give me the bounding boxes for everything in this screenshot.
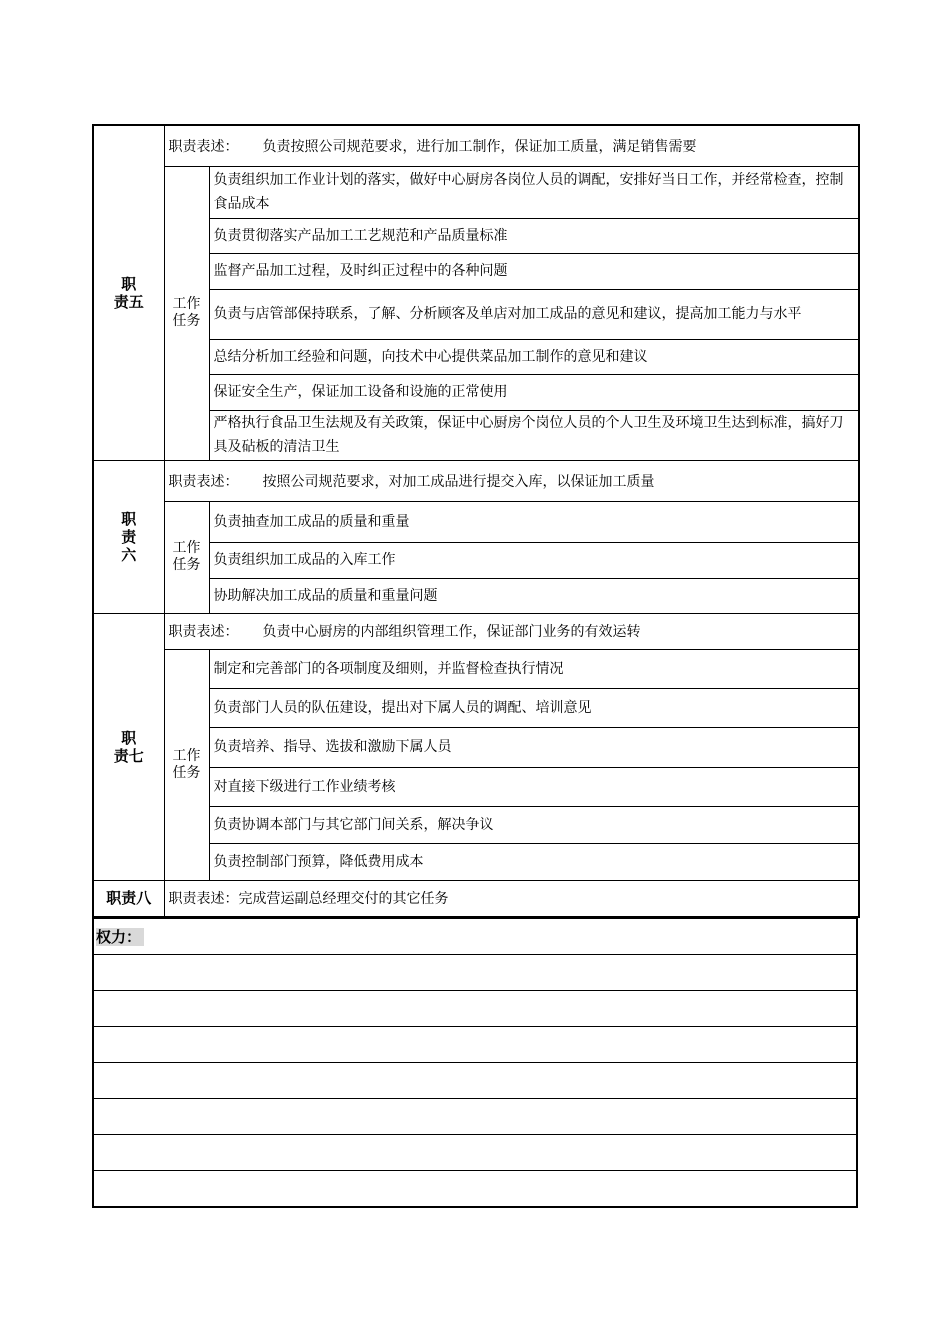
task-item: 制定和完善部门的各项制度及细则，并监督检查执行情况 <box>209 649 859 688</box>
statement-label: 职责表述： <box>168 473 239 490</box>
statement-text: 负责按照公司规范要求，进行加工制作，保证加工质量，满足销售需要 <box>262 138 697 155</box>
task-item: 负责与店管部保持联系，了解、分析顾客及单店对加工成品的意见和建议，提高加工能力与水平 <box>209 289 859 339</box>
power-header-row <box>93 919 857 955</box>
task-item: 负责部门人员的队伍建设，提出对下属人员的调配、培训意见 <box>209 688 859 727</box>
responsibilities-table <box>92 124 860 918</box>
duty-7-task-label: 工作 任务 <box>164 649 209 880</box>
duty-8-label: 职责八 <box>93 880 164 917</box>
task-item: 负责培养、指导、选拔和激励下属人员 <box>209 727 859 767</box>
duty-5-label: 职 责五 <box>93 125 164 460</box>
power-blank-row <box>93 1027 857 1063</box>
power-blank-row <box>93 955 857 991</box>
power-blank-row <box>93 991 857 1027</box>
power-blank-row <box>93 1171 857 1208</box>
task-item: 负责抽查加工成品的质量和重量 <box>209 501 859 542</box>
duty-5-task-label: 工作 任务 <box>164 166 209 460</box>
task-item: 严格执行食品卫生法规及有关政策，保证中心厨房个岗位人员的个人卫生及环境卫生达到标准，搞好刀具及砧板的清洁卫生 <box>209 410 859 460</box>
task-item: 保证安全生产，保证加工设备和设施的正常使用 <box>209 374 859 410</box>
statement-text: 负责中心厨房的内部组织管理工作，保证部门业务的有效运转 <box>262 624 641 640</box>
task-item: 负责控制部门预算，降低费用成本 <box>209 843 859 880</box>
power-table <box>92 918 858 1208</box>
task-item: 负责贯彻落实产品加工工艺规范和产品质量标准 <box>209 218 859 253</box>
power-blank-row <box>93 1063 857 1099</box>
duty-8-statement <box>164 880 859 917</box>
duty-6-statement-row <box>93 460 859 501</box>
task-item: 负责组织加工成品的入库工作 <box>209 542 859 578</box>
duty-5-statement <box>164 125 859 166</box>
statement-text: 完成营运副总经理交付的其它任务 <box>238 891 449 908</box>
power-heading: 权力： <box>93 919 857 955</box>
task-item: 监督产品加工过程，及时纠正过程中的各种问题 <box>209 253 859 289</box>
task-item: 负责组织加工作业计划的落实，做好中心厨房各岗位人员的调配，安排好当日工作，并经常检查，控制食品成本 <box>209 166 859 218</box>
job-description-page <box>92 124 858 1208</box>
duty-6-task-label: 工作 任务 <box>164 501 209 613</box>
duty-7-statement-row <box>93 613 859 649</box>
duty-7-label: 职 责七 <box>93 613 164 880</box>
task-item: 协助解决加工成品的质量和重量问题 <box>209 578 859 613</box>
duty-6-statement <box>164 460 859 501</box>
table-row <box>93 649 859 688</box>
task-item: 总结分析加工经验和问题，向技术中心提供菜品加工制作的意见和建议 <box>209 339 859 374</box>
power-blank-row <box>93 1135 857 1171</box>
duty-8-row <box>93 880 859 917</box>
statement-label: 职责表述： <box>168 891 239 908</box>
duty-7-statement <box>164 613 859 649</box>
statement-label: 职责表述： <box>168 138 239 155</box>
table-row <box>93 501 859 542</box>
task-item: 负责协调本部门与其它部门间关系，解决争议 <box>209 806 859 843</box>
table-row <box>93 166 859 218</box>
statement-text: 按照公司规范要求，对加工成品进行提交入库，以保证加工质量 <box>262 473 655 490</box>
statement-label: 职责表述： <box>168 624 239 640</box>
duty-6-label: 职 责 六 <box>93 460 164 613</box>
task-item: 对直接下级进行工作业绩考核 <box>209 767 859 806</box>
power-blank-row <box>93 1099 857 1135</box>
duty-5-statement-row <box>93 125 859 166</box>
